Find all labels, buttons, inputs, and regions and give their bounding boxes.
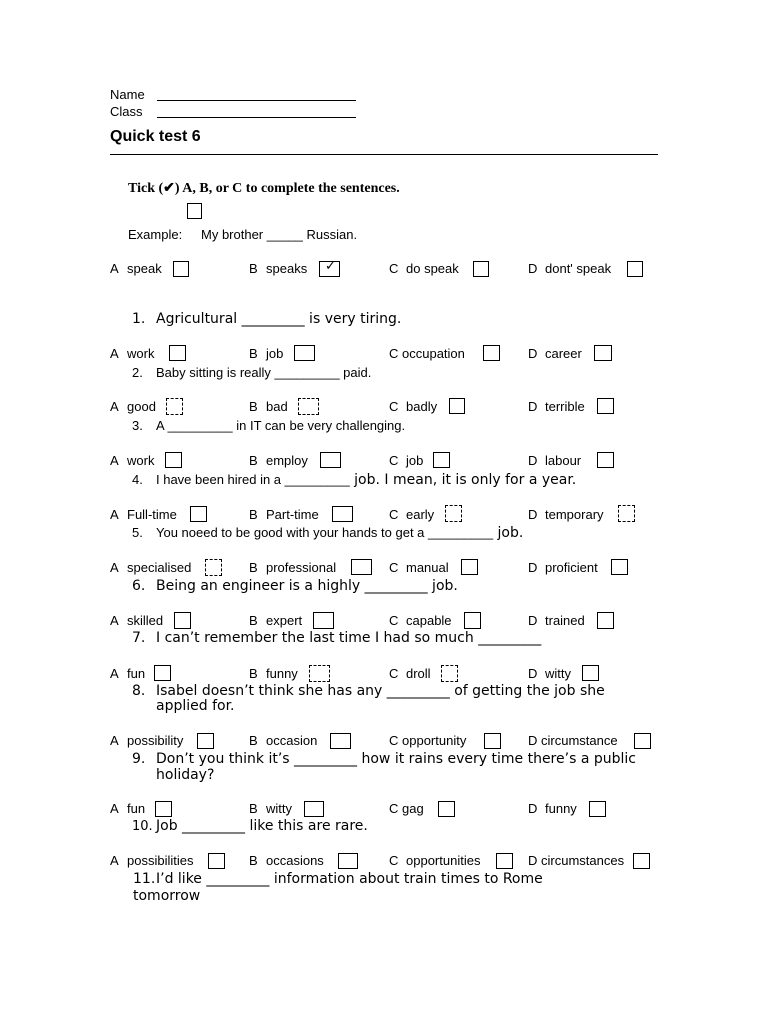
question-text-line1: I’d like _________ information about train times to Rome [156, 871, 543, 887]
option-text: opportunities [406, 853, 481, 868]
checkbox[interactable] [313, 612, 334, 629]
option-letter: C [389, 733, 399, 748]
option-letter: C [389, 853, 399, 868]
question-text: A _________ in IT can be very challenging. [156, 418, 406, 433]
option-text: career [545, 346, 582, 361]
checkbox[interactable] [483, 345, 500, 361]
question-number: 4. [132, 472, 143, 487]
option-letter: A [110, 399, 119, 414]
checkbox[interactable] [174, 612, 191, 629]
checkbox[interactable] [338, 853, 358, 869]
checkbox[interactable] [309, 665, 330, 682]
question-text-line2: tomorrow [133, 888, 201, 904]
option-text: occupation [402, 346, 465, 361]
option-text: speaks [266, 261, 308, 276]
option-letter: D [528, 507, 538, 522]
checkbox-checked[interactable] [319, 261, 340, 277]
question-number: 1. [132, 311, 146, 327]
question-text [156, 524, 523, 542]
question-text-part: job. I mean, it is only for a year. [349, 472, 577, 488]
checkbox[interactable] [197, 733, 214, 749]
option-text: capable [406, 613, 452, 628]
checkbox[interactable] [433, 452, 450, 468]
checkbox[interactable] [618, 505, 635, 522]
option-letter: B [249, 261, 258, 276]
checkbox[interactable] [611, 559, 628, 575]
option-text: early [406, 507, 435, 522]
question-number: 5. [132, 525, 143, 540]
option-letter: D [528, 733, 538, 748]
option-text: proficient [545, 560, 598, 575]
option-letter: A [110, 346, 119, 361]
option-letter: C [389, 613, 399, 628]
checkbox[interactable] [589, 801, 606, 817]
option-text: professional [266, 560, 337, 575]
question-text-line2: applied for. [156, 698, 235, 714]
page-title: Quick test 6 [110, 128, 201, 145]
option-letter: C [389, 261, 399, 276]
option-text: funny [266, 666, 298, 681]
option-text: work [127, 346, 155, 361]
option-text: work [127, 453, 155, 468]
option-letter: A [110, 801, 119, 816]
checkbox[interactable] [154, 665, 171, 681]
checkbox[interactable] [208, 853, 225, 869]
question-number: 9. [132, 751, 146, 767]
instruction: Tick (✔) A, B, or C to complete the sentences. [128, 181, 400, 196]
option-text: circumstances [541, 853, 625, 868]
option-text: witty [545, 666, 571, 681]
checkbox[interactable] [294, 345, 315, 361]
question-text-part: I have been hired in a _________ [156, 472, 350, 487]
option-text: badly [406, 399, 438, 414]
option-text: employ [266, 453, 308, 468]
option-letter: B [249, 399, 258, 414]
option-letter: B [249, 560, 258, 575]
option-text: droll [406, 666, 431, 681]
option-letter: A [110, 453, 119, 468]
question-number: 7. [132, 630, 146, 646]
checkbox[interactable] [597, 452, 614, 468]
checkbox[interactable] [351, 559, 372, 575]
instruction-tick-box [187, 203, 202, 219]
checkbox[interactable] [464, 612, 481, 629]
question-number: 8. [132, 683, 146, 699]
option-letter: C [389, 399, 399, 414]
checkbox[interactable] [449, 398, 465, 414]
checkbox[interactable] [633, 853, 650, 869]
option-letter: C [389, 801, 399, 816]
option-letter: D [528, 453, 538, 468]
option-text: good [127, 399, 156, 414]
option-text: manual [406, 560, 449, 575]
option-text: fun [127, 801, 146, 816]
option-letter: A [110, 261, 119, 276]
checkbox[interactable] [205, 559, 222, 576]
option-text: labour [545, 453, 582, 468]
option-text: terrible [545, 399, 585, 414]
class-field[interactable] [157, 117, 356, 118]
question-number: 10. [132, 819, 153, 834]
checkbox[interactable] [155, 801, 172, 817]
checkbox[interactable] [298, 398, 319, 415]
checkbox[interactable] [484, 733, 501, 749]
option-text: job [266, 346, 284, 361]
option-text: do speak [406, 261, 459, 276]
checkbox[interactable] [190, 506, 207, 522]
option-text: funny [545, 801, 577, 816]
option-letter: A [110, 666, 119, 681]
option-text: temporary [545, 507, 604, 522]
option-text: specialised [127, 560, 192, 575]
name-field[interactable] [157, 100, 356, 101]
example-sentence: My brother _____ Russian. [201, 227, 358, 242]
option-letter: D [528, 613, 538, 628]
checkbox[interactable] [582, 665, 599, 681]
checkbox[interactable] [597, 612, 614, 629]
option-text: circumstance [541, 733, 618, 748]
option-text: Full-time [127, 507, 177, 522]
option-text: job [406, 453, 424, 468]
option-text: possibility [127, 733, 184, 748]
option-text: opportunity [402, 733, 467, 748]
option-letter: D [528, 666, 538, 681]
question-text-part: job. [493, 525, 524, 541]
question-text: Being an engineer is a highly _________ job. [156, 578, 458, 594]
option-letter: C [389, 453, 399, 468]
checkbox[interactable] [445, 505, 462, 522]
question-number: 11. [133, 871, 156, 887]
option-letter: D [528, 801, 538, 816]
option-letter: D [528, 560, 538, 575]
question-text: Job _________ like this are rare. [156, 818, 368, 834]
question-number: 6. [132, 578, 146, 594]
option-text: Part-time [266, 507, 319, 522]
checkbox[interactable] [320, 452, 341, 468]
option-letter: D [528, 853, 538, 868]
checkbox[interactable] [166, 398, 183, 415]
option-text: speak [127, 261, 162, 276]
option-letter: C [389, 507, 399, 522]
option-text: occasions [266, 853, 324, 868]
option-letter: D [528, 399, 538, 414]
option-letter: A [110, 733, 119, 748]
option-letter: C [389, 346, 399, 361]
checkbox[interactable] [169, 345, 186, 361]
checkbox[interactable] [597, 398, 614, 414]
question-text [156, 471, 576, 489]
question-text: I can’t remember the last time I had so much _________ [156, 630, 542, 646]
question-number: 2. [132, 365, 143, 380]
option-letter: A [110, 507, 119, 522]
option-text: dont' speak [545, 261, 612, 276]
option-letter: A [110, 613, 119, 628]
option-text: expert [266, 613, 303, 628]
checkbox[interactable] [594, 345, 612, 361]
question-text-line1: Don’t you think it’s _________ how it rains every time there’s a public [156, 751, 636, 767]
question-text: Agricultural _________ is very tiring. [156, 311, 402, 327]
checkbox[interactable] [627, 261, 643, 277]
option-letter: B [249, 453, 258, 468]
name-label: Name [110, 87, 145, 102]
option-text: witty [266, 801, 292, 816]
checkbox[interactable] [165, 452, 182, 468]
option-letter: B [249, 346, 258, 361]
checkbox[interactable] [473, 261, 489, 277]
checkbox[interactable] [438, 801, 455, 817]
checkbox[interactable] [634, 733, 651, 749]
option-letter: B [249, 853, 258, 868]
option-letter: D [528, 346, 538, 361]
checkbox[interactable] [496, 853, 513, 869]
option-letter: A [110, 853, 119, 868]
checkbox[interactable] [332, 506, 353, 522]
checkbox[interactable] [461, 559, 478, 575]
option-letter: B [249, 666, 258, 681]
example-label: Example: [128, 227, 183, 242]
title-rule [110, 154, 658, 155]
option-letter: B [249, 733, 258, 748]
option-letter: B [249, 507, 258, 522]
option-text: occasion [266, 733, 318, 748]
question-number: 3. [132, 418, 143, 433]
checkbox[interactable] [441, 665, 458, 682]
question-text-line1: Isabel doesn’t think she has any _________ of getting the job she [156, 683, 605, 699]
option-text: trained [545, 613, 585, 628]
option-letter: B [249, 801, 258, 816]
class-label: Class [110, 104, 143, 119]
question-text-part: You noeed to be good with your hands to get a _________ [156, 525, 494, 540]
checkbox[interactable] [304, 801, 324, 817]
option-letter: B [249, 613, 258, 628]
check-mark-icon: ✓ [325, 259, 336, 274]
option-text: gag [402, 801, 424, 816]
checkbox[interactable] [173, 261, 189, 277]
option-text: possibilities [127, 853, 194, 868]
option-letter: C [389, 560, 399, 575]
question-text: Baby sitting is really _________ paid. [156, 365, 372, 380]
option-text: fun [127, 666, 146, 681]
option-letter: C [389, 666, 399, 681]
option-text: skilled [127, 613, 164, 628]
option-letter: D [528, 261, 538, 276]
option-text: bad [266, 399, 288, 414]
question-text-line2: holiday? [156, 767, 215, 783]
option-letter: A [110, 560, 119, 575]
checkbox[interactable] [330, 733, 351, 749]
